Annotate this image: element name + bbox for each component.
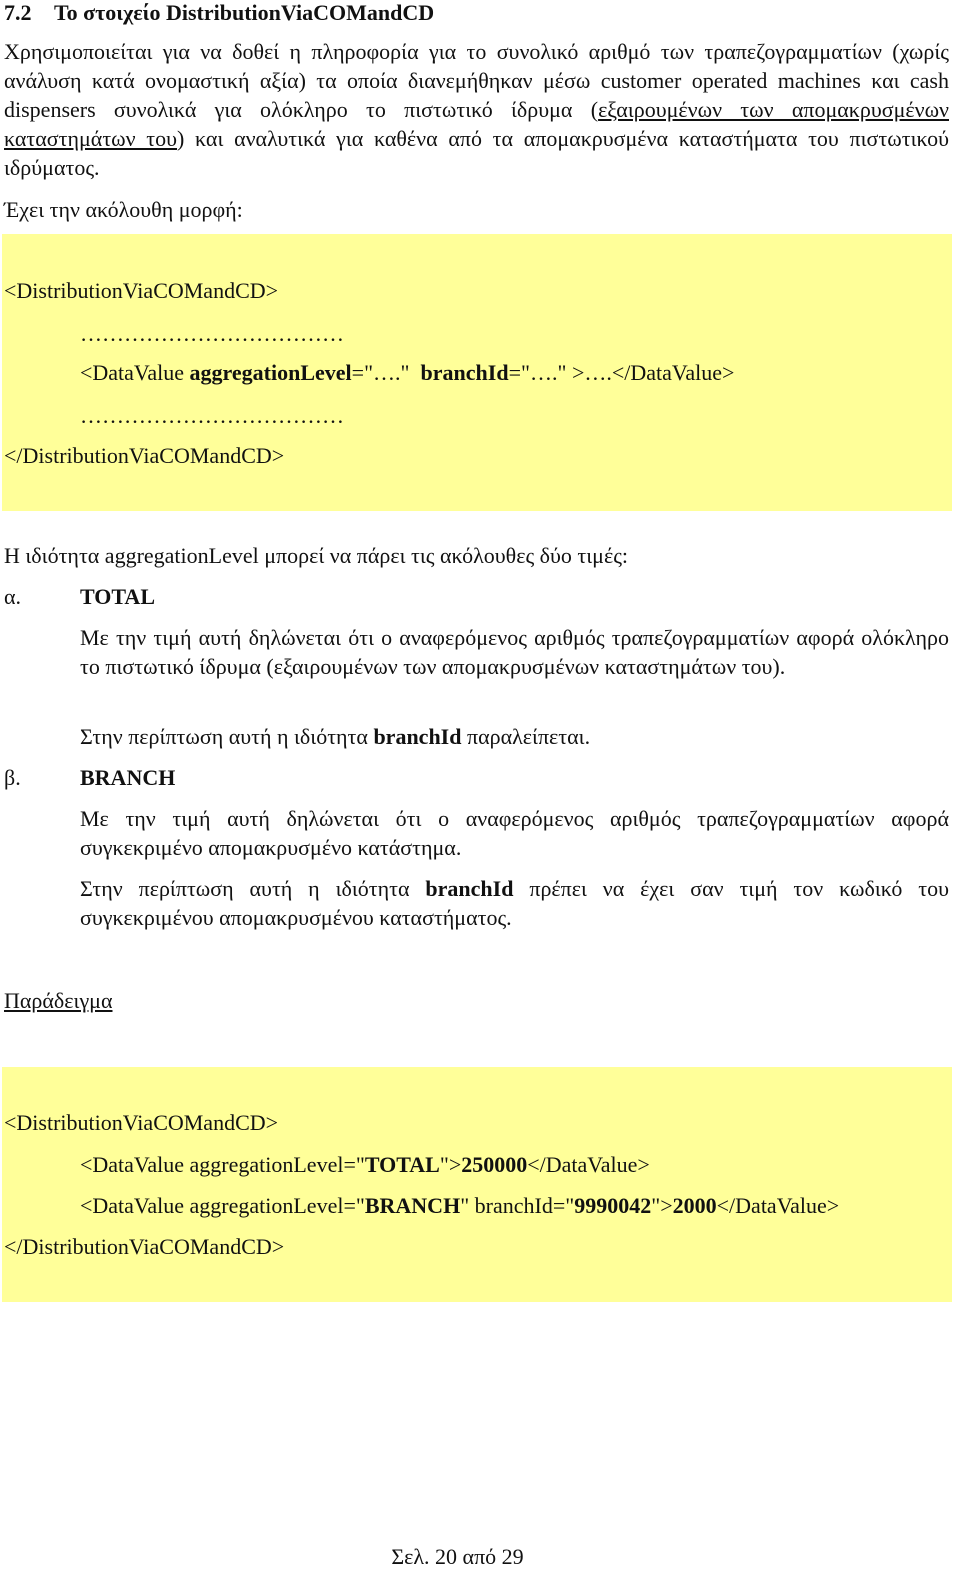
note-bold: branchId (373, 724, 462, 749)
note-text: πρέπει να έχει σαν τιμή τον κωδικό του συγκεκριμένου απομακρυσμένου καταστήματος. (80, 876, 949, 930)
option-marker-total: α. (4, 584, 22, 609)
format-datavalue-line (80, 358, 734, 387)
example-open-tag: <DistributionViaCOMandCD> (4, 1110, 279, 1135)
example-row-total (80, 1150, 650, 1179)
format-label: Έχει την ακόλουθη μορφή: (4, 197, 243, 222)
code-value: 2000 (672, 1193, 717, 1218)
option-title-total: TOTAL (80, 584, 155, 609)
format-close-tag: </DistributionViaCOMandCD> (4, 443, 285, 468)
code-text: <DataValue aggregationLevel=" (80, 1193, 365, 1218)
code-text: "> (439, 1152, 462, 1177)
dv-open: <DataValue (80, 360, 190, 385)
code-text: " branchId=" (460, 1193, 575, 1218)
format-ellipsis-bottom: ……………………………… (80, 403, 344, 428)
option-desc-branch: Με την τιμή αυτή δηλώνεται ότι ο αναφερόμενος αριθμός τραπεζογραμματίων αφορά συγκεκριμένο απομακρυσμένο κατάστημα. (80, 806, 949, 860)
code-value: 250000 (461, 1152, 528, 1177)
section-heading (4, 0, 434, 27)
section-number: 7.2 (4, 0, 32, 25)
attr-branch-id: branchId (420, 360, 509, 385)
example-row-branch (80, 1191, 839, 1220)
code-text: </DataValue> (716, 1193, 840, 1218)
example-code-box (2, 1067, 952, 1302)
property-intro: Η ιδιότητα aggregationLevel μπορεί να πάρει τις ακόλουθες δύο τιμές: (4, 543, 629, 568)
code-text: <DataValue aggregationLevel=" (80, 1152, 365, 1177)
note-bold: branchId (425, 876, 514, 901)
option-note-branch (80, 874, 949, 932)
option-desc-total: Με την τιμή αυτή δηλώνεται ότι ο αναφερόμενος αριθμός τραπεζογραμματίων αφορά ολόκληρο το πιστωτικό ίδρυμα (εξαιρουμένων των απομακρυσμένων καταστημάτων του). (80, 625, 949, 679)
intro-paragraph (4, 37, 949, 182)
intro-underlined: εξαιρουμένων των απομακρυσμένων καταστημάτων του (4, 97, 949, 151)
page-footer: Σελ. 20 από 29 (391, 1544, 524, 1569)
code-text: </DataValue> (527, 1152, 650, 1177)
format-ellipsis-top: ……………………………… (80, 321, 344, 346)
option-title-branch: BRANCH (80, 765, 176, 790)
intro-text-2: ) και αναλυτικά για καθένα από τα απομακρυσμένα καταστήματα του πιστωτικού ιδρύματος. (4, 126, 949, 180)
attr-aggregation-level: aggregationLevel (189, 360, 352, 385)
example-close-tag: </DistributionViaCOMandCD> (4, 1234, 285, 1259)
code-value: BRANCH (364, 1193, 461, 1218)
note-text: Στην περίπτωση αυτή η ιδιότητα (80, 724, 374, 749)
format-open-tag: <DistributionViaCOMandCD> (4, 278, 279, 303)
option-marker-branch: β. (4, 765, 21, 790)
example-label: Παράδειγμα (4, 988, 113, 1013)
note-text: Στην περίπτωση αυτή η ιδιότητα (80, 876, 426, 901)
code-value: 9990042 (574, 1193, 652, 1218)
code-value: TOTAL (364, 1152, 440, 1177)
intro-text-1: Χρησιμοποιείται για να δοθεί η πληροφορία για το συνολικό αριθμό των τραπεζογραμματίων (χωρίς ανάλυση κατά ονομαστική αξία) τα οποία διανεμήθηκαν μέσω customer operated machines και cash dispensers συνολικά για ολόκληρο το πιστωτικό ίδρυμα ( (4, 39, 949, 122)
note-text: παραλείπεται. (461, 724, 591, 749)
code-text: "> (651, 1193, 673, 1218)
section-title: Το στοιχείο DistributionViaCOMandCD (54, 0, 435, 25)
attr-eq-1: ="…." (351, 360, 421, 385)
attr-eq-2: ="…." >….</DataValue> (508, 360, 735, 385)
option-note-total (80, 722, 949, 751)
format-code-box (2, 234, 952, 511)
